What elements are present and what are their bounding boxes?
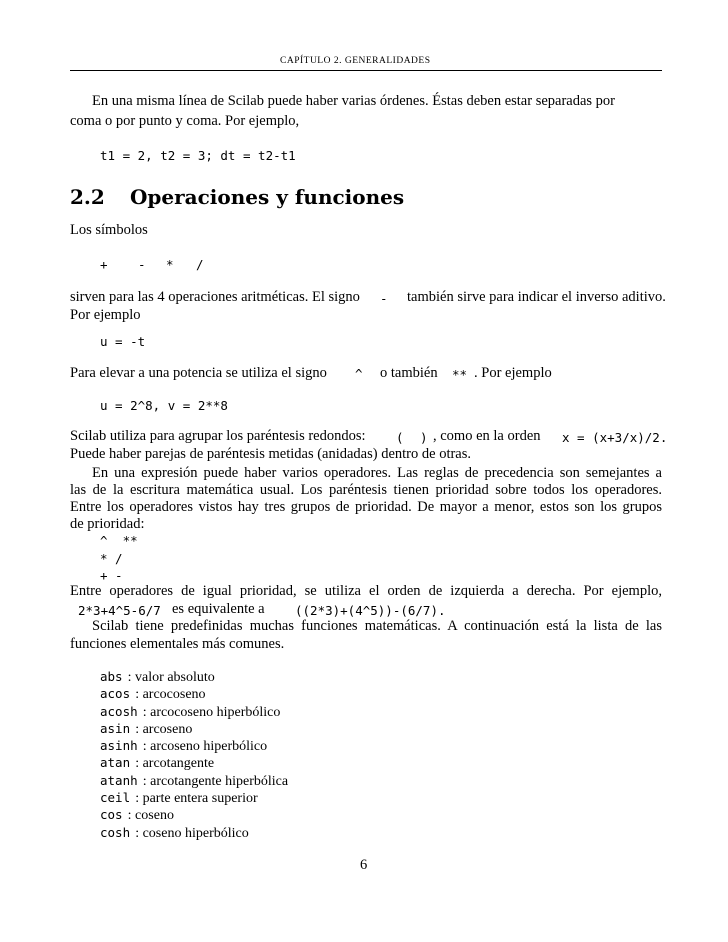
list-item — [100, 735, 288, 755]
paragraph-4-line-5: Entre los operadores vistos hay tres grupos de prioridad. De mayor a menor, estos son los grupos — [70, 499, 662, 515]
list-item — [100, 701, 288, 718]
function-name: cos — [100, 807, 123, 823]
priority-group-2: * / — [100, 551, 123, 566]
paragraph-2-code-minus: - — [380, 291, 388, 306]
function-name: asinh — [100, 738, 138, 754]
paragraph-4-code-expression: x = (x+3/x)/2. — [562, 430, 668, 445]
section-number: 2.2 — [70, 185, 105, 209]
paragraph-4-line-1a: Scilab utiliza para agrupar los paréntesis redondos: — [70, 428, 366, 444]
paragraph-4-line-1b: , como en la orden — [433, 428, 541, 444]
symbol-times: * — [166, 257, 174, 272]
function-description: : parte entera superior — [135, 791, 258, 807]
paragraph-2-line-2: Por ejemplo — [70, 307, 141, 323]
priority-group-3: + - — [100, 568, 123, 583]
function-name: asin — [100, 720, 131, 736]
paragraph-4-line-3: En una expresión puede haber varios operadores. Las reglas de precedencia son semejantes a — [92, 465, 662, 481]
function-description: : arcotangente hiperbólica — [142, 773, 289, 789]
list-item — [100, 718, 288, 735]
function-description: : valor absoluto — [127, 670, 215, 685]
paragraph-5-line-2a: es equivalente a — [172, 601, 265, 617]
list-item — [100, 822, 288, 839]
section-title: Operaciones y funciones — [130, 185, 405, 209]
paragraph-5-line-4: funciones elementales más comunes. — [70, 636, 285, 652]
paragraph-3-text-a: Para elevar a una potencia se utiliza el signo — [70, 365, 327, 381]
paragraph-5-line-3: Scilab tiene predefinidas muchas funciones matemáticas. A continuación está la lista de las — [92, 618, 662, 634]
list-item — [100, 787, 288, 807]
function-description: : arcocoseno hiperbólico — [142, 704, 281, 720]
priority-group-1: ^ ** — [100, 533, 138, 548]
paragraph-3-code-caret: ^ — [355, 366, 363, 381]
function-description: : arcoseno — [135, 721, 193, 737]
paragraph-5-code-2: ((2*3)+(4^5))-(6/7). — [295, 603, 446, 618]
code-example-3: u = 2^8, v = 2**8 — [100, 398, 228, 413]
paragraph-1-line-2: coma o por punto y coma. Por ejemplo, — [70, 113, 300, 129]
code-example-1: t1 = 2, t2 = 3; dt = t2-t1 — [100, 148, 296, 163]
function-list — [100, 666, 288, 839]
function-description: : arcotangente — [135, 756, 215, 772]
function-description: : arcocoseno — [135, 687, 206, 703]
paragraph-4-code-open-paren: ( — [396, 430, 404, 445]
paragraph-3-text-b: o también — [380, 365, 438, 381]
paragraph-4-line-2: Puede haber parejas de paréntesis metidas (anidadas) dentro de otras. — [70, 446, 472, 462]
paragraph-4-line-6: de prioridad: — [70, 516, 145, 532]
list-item — [100, 752, 288, 772]
paragraph-5-line-1: Entre operadores de igual prioridad, se utiliza el orden de izquierda a derecha. Por ejemplo, — [70, 583, 662, 599]
function-name: ceil — [100, 790, 131, 806]
paragraph-4-line-4: las de la escritura matemática usual. Los paréntesis tienen prioridad sobre todos los operadores. — [70, 482, 662, 498]
function-description: : arcoseno hiperbólico — [142, 739, 268, 755]
paragraph-3-code-starstar: ** — [452, 367, 468, 382]
function-name: atanh — [100, 772, 138, 788]
symbol-minus: - — [138, 257, 146, 272]
function-name: cosh — [100, 824, 131, 840]
function-description: : coseno — [127, 808, 174, 824]
header-rule — [70, 70, 662, 71]
function-name: acos — [100, 686, 131, 702]
paragraph-2-line-1b: también sirve para indicar el inverso aditivo. — [407, 289, 666, 305]
paragraph-4-code-close-paren: ) — [420, 430, 428, 445]
function-name: abs — [100, 669, 123, 684]
code-example-2: u = -t — [100, 334, 146, 349]
function-description: : coseno hiperbólico — [135, 825, 249, 841]
symbols-intro: Los símbolos — [70, 222, 148, 238]
page-number: 6 — [360, 857, 368, 873]
symbol-divide: / — [196, 257, 204, 272]
list-item — [100, 683, 288, 703]
paragraph-1-line-1: En una misma línea de Scilab puede haber varias órdenes. Éstas deben estar separadas por — [92, 93, 616, 109]
list-item — [100, 804, 288, 824]
paragraph-3-text-c: . Por ejemplo — [474, 365, 552, 381]
list-item — [100, 666, 288, 683]
paragraph-5-code-1: 2*3+4^5-6/7 — [78, 603, 161, 618]
paragraph-2-line-1a: sirven para las 4 operaciones aritméticas. El signo — [70, 289, 360, 305]
running-header: CAPÍTULO 2. GENERALIDADES — [280, 56, 431, 66]
function-name: acosh — [100, 703, 138, 719]
list-item — [100, 770, 288, 787]
function-name: atan — [100, 755, 131, 771]
symbol-plus: + — [100, 257, 108, 272]
